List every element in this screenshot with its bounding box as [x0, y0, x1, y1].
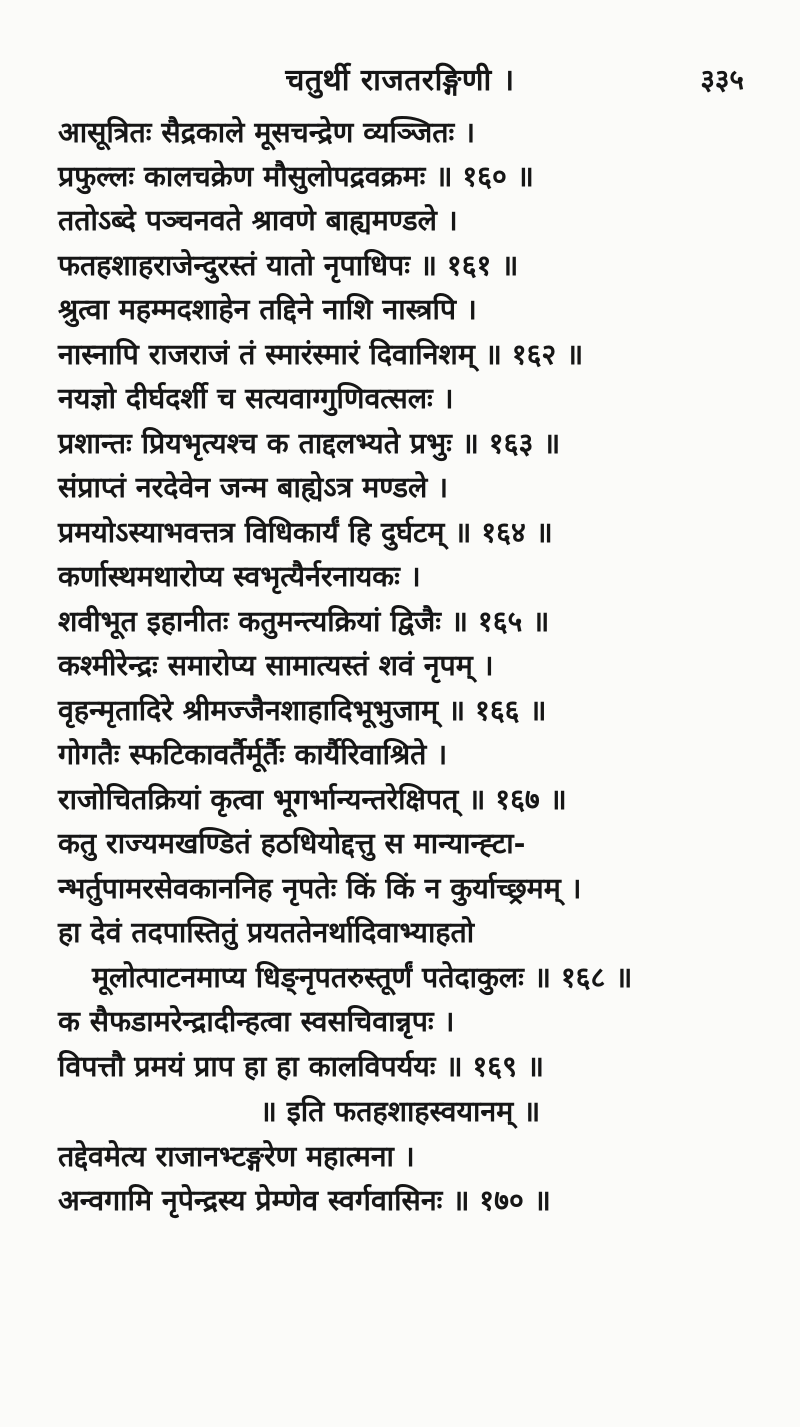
verse-line: मूलोत्पाटनमाप्य धिङ्नृपतरुस्तूर्णं पतेदाकुलः ॥ १६८ ॥	[92, 960, 633, 994]
verse-line: श्रुत्वा महम्मदशाहेन तद्दिने नाशि नास्त्रपि ।	[58, 292, 477, 326]
verse-line: गोगतैः स्फटिकावर्तैर्मूर्तैः कार्यैरिवाश्रिते ।	[58, 737, 448, 771]
page-number: ३३५	[700, 63, 744, 96]
verse-line: ततोऽब्दे पञ्चनवते श्रावणे बाह्यमण्डले ।	[58, 203, 458, 237]
verse-line: क सैफडामरेन्द्रादीन्हत्वा स्वसचिवान्नृपः ।	[58, 1004, 455, 1038]
verse-line: कश्मीरेन्द्रः समारोप्य सामात्यस्तं शवं नृपम् ।	[58, 648, 494, 682]
verse-line: नास्नापि राजराजं तं स्मारंस्मारं दिवानिशम् ॥ १६२ ॥	[58, 337, 584, 371]
verse-line: कर्णास्थमथारोप्य स्वभृत्यैर्नरनायकः ।	[58, 559, 421, 593]
verse-line: हा देवं तदपास्तितुं प्रयततेनर्थादिवाभ्याहतो	[58, 915, 475, 949]
verse-line: राजोचितक्रियां कृत्वा भूगर्भान्यन्तरेक्षिपत् ॥ १६७ ॥	[58, 782, 567, 816]
colophon-line: ॥ इति फतहशाहस्वयानम् ॥	[259, 1094, 541, 1128]
verse-line: आसूत्रितः सैद्रकाले मूसचन्द्रेण व्यञ्जितः ।	[58, 115, 476, 149]
verse-line: शवीभूत इहानीतः कतुमन्त्यक्रियां द्विजैः ॥ १६५ ॥	[58, 604, 550, 638]
verse-line: संप्राप्तं नरदेवेन जन्म बाह्येऽत्र मण्डले ।	[58, 470, 449, 504]
verse-line: तद्देवमेत्य राजानभ्टङ्गरेण महात्मना ।	[58, 1139, 415, 1173]
verse-line: प्रमयोऽस्याभवत्तत्र विधिकार्यं हि दुर्घटम् ॥ १६४ ॥	[58, 515, 553, 549]
running-title: चतुर्थी राजतरङ्गिणी ।	[285, 63, 515, 98]
verse-line: वृहन्मृतादिरे श्रीमज्जैनशाहादिभूभुजाम् ॥ १६६ ॥	[58, 693, 547, 727]
verse-line: प्रफुल्लः कालचक्रेण मौसुलोपद्रवक्रमः ॥ १६० ॥	[58, 159, 534, 193]
verse-line: नयज्ञो दीर्घदर्शी च सत्यवाग्गुणिवत्सलः ।	[58, 381, 454, 415]
verse-line: विपत्तौ प्रमयं प्राप हा हा कालविपर्ययः ॥ १६९ ॥	[58, 1049, 544, 1083]
verse-line: अन्वगामि नृपेन्द्रस्य प्रेम्णेव स्वर्गवासिनः ॥ १७० ॥	[58, 1183, 551, 1217]
verse-line: कतु राज्यमखण्डितं हठधियोद्दत्तु स मान्यान्ह्टा-	[58, 826, 526, 860]
page-header	[0, 58, 800, 104]
verse-line: प्रशान्तः प्रियभृत्यश्च क ताद्दलभ्यते प्रभुः ॥ १६३ ॥	[58, 426, 561, 460]
verse-line: न्भर्तुपामरसेवकाननिह नृपतेः किं किं न कुर्याच्छ्रमम् ।	[58, 871, 582, 905]
verse-line: फतहशाहराजेन्दुरस्तं यातो नृपाधिपः ॥ १६१ ॥	[58, 248, 519, 282]
